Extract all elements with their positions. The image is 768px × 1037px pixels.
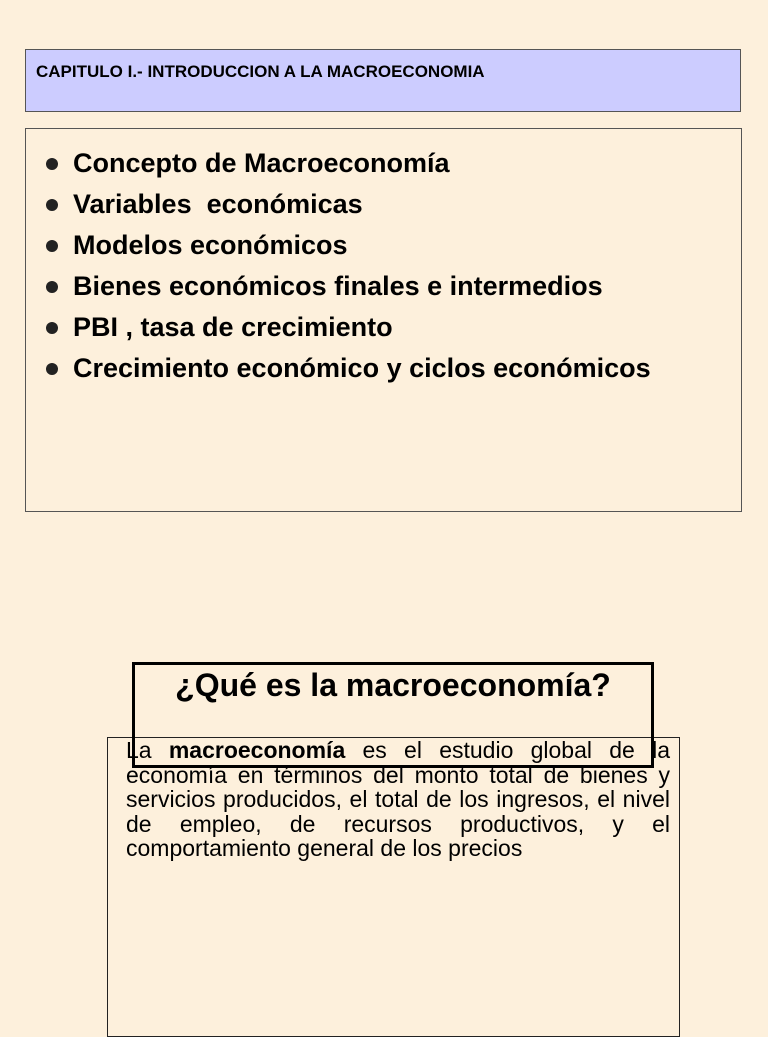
bullet-icon <box>46 240 58 252</box>
topic-item <box>46 266 651 307</box>
definition-body: es el estudio global de la economía en términos del monto total de bienes y servicios producidos, el total de los ingresos, el nivel de empleo, de recursos productivos, y el comportamiento general de los precios <box>126 737 670 861</box>
chapter-title: CAPITULO I.- INTRODUCCION A LA MACROECONOMIA <box>36 62 485 81</box>
topic-item <box>46 348 651 389</box>
topic-item <box>46 143 651 184</box>
question-box <box>132 662 654 768</box>
question-heading: ¿Qué es la macroeconomía? <box>175 667 611 703</box>
definition-term: macroeconomía <box>168 737 346 763</box>
chapter-title-box <box>25 49 741 112</box>
topic-label: Variables económicas <box>73 189 363 219</box>
bullet-icon <box>46 199 58 211</box>
topic-label: Modelos económicos <box>73 230 348 260</box>
definition-prefix: La <box>126 737 169 763</box>
bullet-icon <box>46 158 58 170</box>
topic-label: Crecimiento económico y ciclos económicos <box>73 353 651 383</box>
topic-item <box>46 225 651 266</box>
topic-label: Concepto de Macroeconomía <box>73 148 450 178</box>
bullet-icon <box>46 363 58 375</box>
bullet-icon <box>46 322 58 334</box>
topic-label: PBI , tasa de crecimiento <box>73 312 393 342</box>
topic-label: Bienes económicos finales e intermedios <box>73 271 603 301</box>
bullet-icon <box>46 281 58 293</box>
topic-item <box>46 307 651 348</box>
topics-list <box>46 143 651 389</box>
topic-item <box>46 184 651 225</box>
topics-box <box>25 128 742 512</box>
